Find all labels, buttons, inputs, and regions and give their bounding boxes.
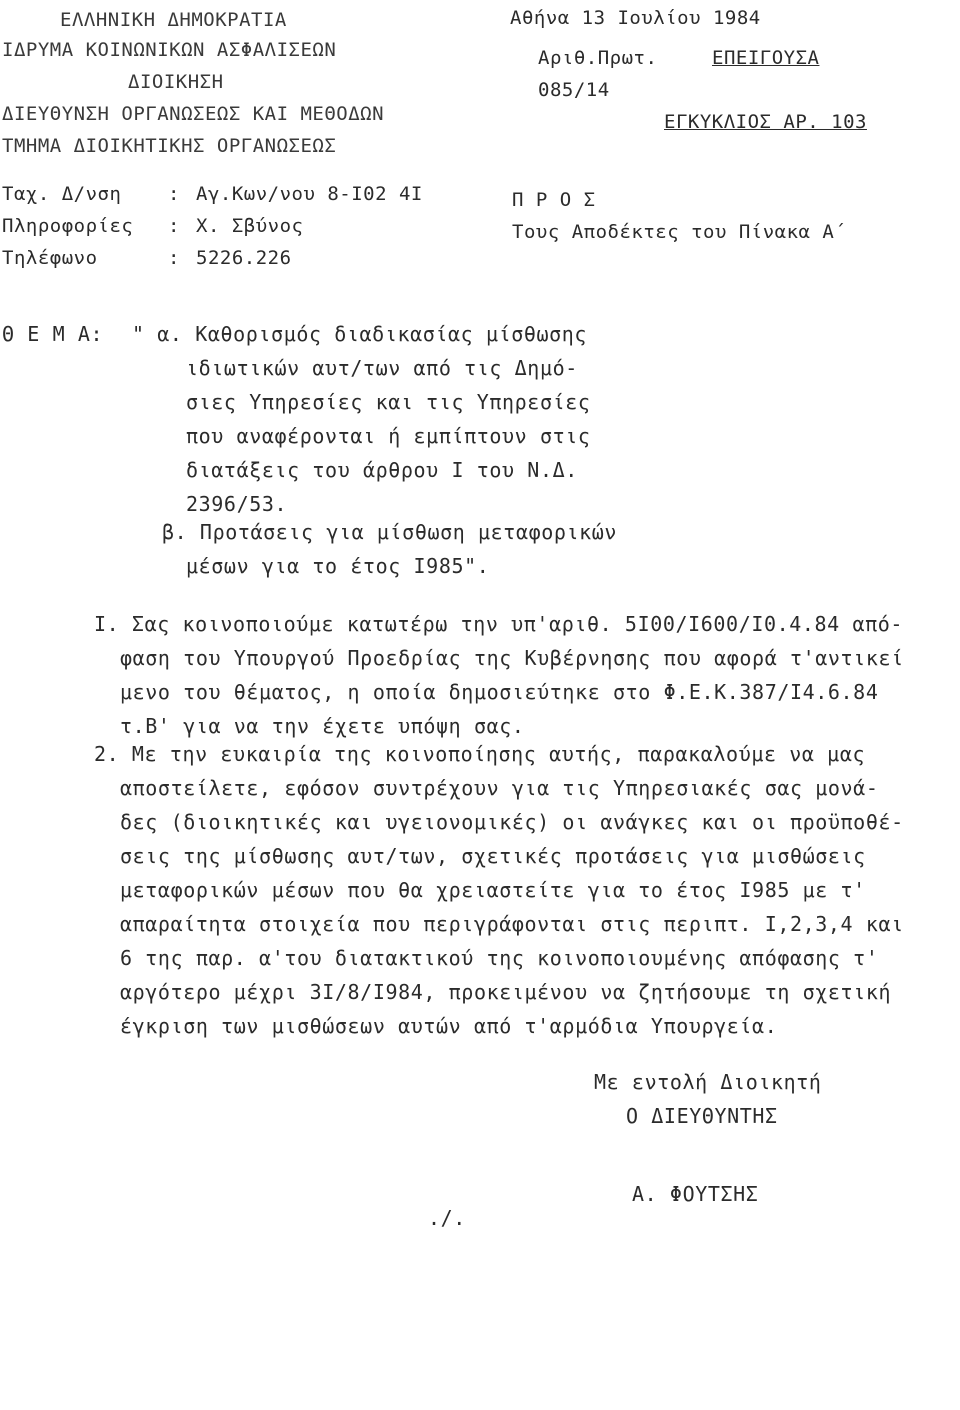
protocol-label: Αριθ.Πρωτ. bbox=[538, 47, 658, 69]
body-line: Ι. Σας κοινοποιούμε κατωτέρω την υπ'αριθ. 5Ι00/Ι600/Ι0.4.84 από- bbox=[94, 612, 904, 636]
body-line: δες (διοικητικές και υγειονομικές) οι ανάγκες και οι προϋποθέ- bbox=[120, 810, 904, 834]
body-line: αποστείλετε, εφόσον συντρέχουν για τις Υπηρεσιακές σας μονά- bbox=[120, 776, 879, 800]
org-line-administration: ΔΙΟΙΚΗΣΗ bbox=[128, 71, 224, 93]
subject-line: σιες Υπηρεσίες και τις Υπηρεσίες bbox=[186, 390, 591, 414]
subject-line: διατάξεις του άρθρου Ι του Ν.Δ. bbox=[186, 458, 578, 482]
contact-address-value: Αγ.Κων/νου 8-Ι02 4Ι bbox=[196, 183, 423, 205]
subject-line: " α. Καθορισμός διαδικασίας μίσθωσης bbox=[132, 322, 588, 346]
contact-phone-value: 5226.226 bbox=[196, 247, 292, 269]
body-line: μεταφορικών μέσων που θα χρειαστείτε για το έτος Ι985 με τ' bbox=[120, 878, 866, 902]
subject-line: μέσων για το έτος Ι985". bbox=[186, 554, 490, 578]
body-line: τ.Β' για να την έχετε υπόψη σας. bbox=[120, 714, 525, 738]
body-line: έγκριση των μισθώσεων αυτών από τ'αρμόδια Υπουργεία. bbox=[120, 1014, 778, 1038]
subject-line: 2396/53. bbox=[186, 492, 288, 516]
end-mark: ./. bbox=[428, 1206, 466, 1230]
org-line-institution: ΙΔΡΥΜΑ ΚΟΙΝΩΝΙΚΩΝ ΑΣΦΑΛΙΣΕΩΝ bbox=[2, 39, 337, 61]
subject-line: β. Προτάσεις για μίσθωση μεταφορικών bbox=[162, 520, 618, 544]
contact-info-label: Πληροφορίες bbox=[2, 215, 134, 237]
body-line: μενο του θέματος, η οποία δημοσιεύτηκε στο Φ.Ε.Κ.387/Ι4.6.84 bbox=[120, 680, 879, 704]
subject-label: Θ Ε Μ Α: bbox=[2, 322, 104, 346]
contact-phone-label: Τηλέφωνο bbox=[2, 247, 98, 269]
document-date: Αθήνα 13 Ιουλίου 1984 bbox=[510, 7, 761, 29]
urgent-stamp: ΕΠΕΙΓΟΥΣΑ bbox=[712, 47, 820, 69]
signature-name: Α. ΦΟΥΤΣΗΣ bbox=[632, 1182, 759, 1206]
body-line: αργότερο μέχρι 3Ι/8/Ι984, προκειμένου να ζητήσουμε τη σχετική bbox=[120, 980, 892, 1004]
body-line: φαση του Υπουργού Προεδρίας της Κυβέρνησης που αφορά τ'αντικεί bbox=[120, 646, 904, 670]
subject-line: που αναφέρονται ή εμπίπτουν στις bbox=[186, 424, 591, 448]
contact-info-sep: : bbox=[168, 215, 180, 237]
body-line: 6 της παρ. α'του διατακτικού της κοινοποιουμένης απόφασης τ' bbox=[120, 946, 879, 970]
org-line-country: ΕΛΛΗΝΙΚΗ ΔΗΜΟΚΡΑΤΙΑ bbox=[60, 9, 287, 31]
circular-number: ΕΓΚΥΚΛΙΟΣ ΑΡ. 103 bbox=[664, 111, 867, 133]
org-line-directorate: ΔΙΕΥΘΥΝΣΗ ΟΡΓΑΝΩΣΕΩΣ ΚΑΙ ΜΕΘΟΔΩΝ bbox=[2, 103, 385, 125]
body-line: σεις της μίσθωσης αυτ/των, σχετικές προτάσεις για μισθώσεις bbox=[120, 844, 866, 868]
subject-line: ιδιωτικών αυτ/των από τις Δημό- bbox=[186, 356, 578, 380]
signature-title: Ο ΔΙΕΥΘΥΝΤΗΣ bbox=[626, 1104, 778, 1128]
signature-authority: Με εντολή Διοικητή bbox=[594, 1070, 822, 1094]
protocol-number: 085/14 bbox=[538, 79, 610, 101]
contact-phone-sep: : bbox=[168, 247, 180, 269]
recipient-value: Τους Αποδέκτες του Πίνακα Α΄ bbox=[512, 221, 847, 243]
contact-address-sep: : bbox=[168, 183, 180, 205]
contact-info-value: Χ. Σβύνος bbox=[196, 215, 304, 237]
body-line: απαραίτητα στοιχεία που περιγράφονται στις περιπτ. Ι,2,3,4 και bbox=[120, 912, 904, 936]
contact-address-label: Ταχ. Δ/νση bbox=[2, 183, 122, 205]
recipient-label: Π Ρ Ο Σ bbox=[512, 189, 596, 211]
org-line-department: ΤΜΗΜΑ ΔΙΟΙΚΗΤΙΚΗΣ ΟΡΓΑΝΩΣΕΩΣ bbox=[2, 135, 337, 157]
body-line: 2. Με την ευκαιρία της κοινοποίησης αυτής, παρακαλούμε να μας bbox=[94, 742, 866, 766]
